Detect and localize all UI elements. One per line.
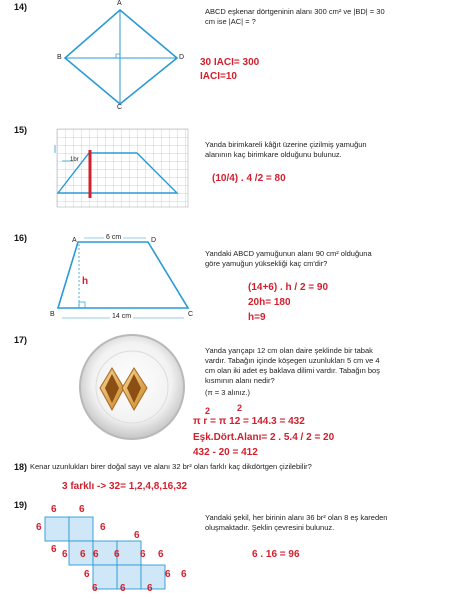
q14-label-c: C	[117, 104, 123, 111]
q16-label-c: C	[188, 311, 194, 318]
q19-side-mark: 6	[62, 549, 68, 560]
q19-side-mark: 6	[93, 549, 99, 560]
q15-question: Yanda birimkareli kâğıt üzerine çizilmiş yamuğun alanının kaç birimkare olduğunu bulunuz.	[205, 140, 367, 159]
q19-side-mark: 6	[147, 583, 153, 594]
q19-side-mark: 6	[84, 569, 90, 580]
q16-label-b: B	[50, 311, 55, 318]
q14-label-b: B	[57, 54, 62, 61]
q16-question: Yandaki ABCD yamuğunun alanı 90 cm² olduğuna göre yamuğun yüksekliği kaç cm'dir?	[205, 249, 372, 268]
q17-answer-line3: 432 - 20 = 412	[193, 447, 258, 458]
q15-unit-label: 1br	[70, 157, 79, 163]
q17-question: Yanda yarıçapı 12 cm olan daire şeklinde bir tabak vardır. Tabağın içinde köşegen uzunlukları 5 cm ve 4 cm olan iki adet eş baklava dilimi vardır. Tabağın boş kısmının alanı nedir?	[205, 346, 380, 385]
q17-answer-sup1: 2	[205, 406, 211, 416]
q19-side-mark: 6	[51, 544, 57, 555]
q19-side-mark: 6	[134, 530, 140, 541]
q16-number: 16)	[14, 233, 28, 243]
q14-question: ABCD eşkenar dörtgeninin alanı 300 cm² ve |BD| = 30 cm ise |AC| = ?	[205, 7, 385, 26]
q16-answer-line1: (14+6) . h / 2 = 90	[248, 282, 329, 293]
q19-side-mark: 6	[165, 569, 171, 580]
q14-number: 14)	[14, 2, 28, 12]
q19-side-mark: 6	[181, 569, 187, 580]
q17-answer-sup2: 2	[237, 403, 243, 413]
q14-answer-line1: 30 IACI= 300	[200, 57, 260, 68]
q14-label-a: A	[117, 0, 122, 7]
q16-answer-line3: h=9	[248, 312, 266, 323]
q19-side-mark: 6	[51, 504, 57, 515]
q15-answer: (10/4) . 4 /2 = 80	[212, 173, 286, 184]
q16-top-length: 6 cm	[106, 234, 122, 241]
q19-side-mark: 6	[36, 522, 42, 533]
q19-side-mark: 6	[120, 583, 126, 594]
q19-side-mark: 6	[100, 522, 106, 533]
q19-side-mark: 6	[79, 504, 85, 515]
q19-side-mark: 6	[80, 549, 86, 560]
q16-bottom-length: 14 cm	[112, 313, 132, 320]
q16-height-label: h	[82, 276, 89, 287]
q14-answer-line2: IACI=10	[200, 71, 237, 82]
q14-label-d: D	[179, 54, 185, 61]
q19-side-mark: 6	[158, 549, 164, 560]
q17-number: 17)	[14, 335, 28, 345]
q18-question: Kenar uzunlukları birer doğal sayı ve alanı 32 br² olan farklı kaç dikdörtgen çizilebilir?	[30, 462, 312, 471]
q16-label-d: D	[151, 237, 157, 244]
q17-note: (π = 3 alınız.)	[205, 388, 250, 397]
q17-answer-line1: π r = π 12 = 144.3 = 432	[193, 416, 305, 427]
q16-answer-line2: 20h= 180	[248, 297, 291, 308]
q19-side-mark: 6	[114, 549, 120, 560]
q19-side-mark: 6	[140, 549, 146, 560]
q19-answer: 6 . 16 = 96	[252, 549, 300, 560]
q18-answer: 3 farklı -> 32= 1,2,4,8,16,32	[62, 481, 188, 492]
q19-number: 19)	[14, 500, 28, 510]
q18-number: 18)	[14, 462, 28, 472]
q19-side-mark: 6	[92, 583, 98, 594]
q17-answer-line2: Eşk.Dört.Alanı= 2 . 5.4 / 2 = 20	[193, 432, 335, 443]
q16-label-a: A	[72, 237, 77, 244]
q19-question: Yandaki şekil, her birinin alanı 36 br² olan 8 eş kareden oluşmaktadır. Şeklin çevresini bulunuz.	[205, 513, 388, 532]
q15-number: 15)	[14, 125, 28, 135]
